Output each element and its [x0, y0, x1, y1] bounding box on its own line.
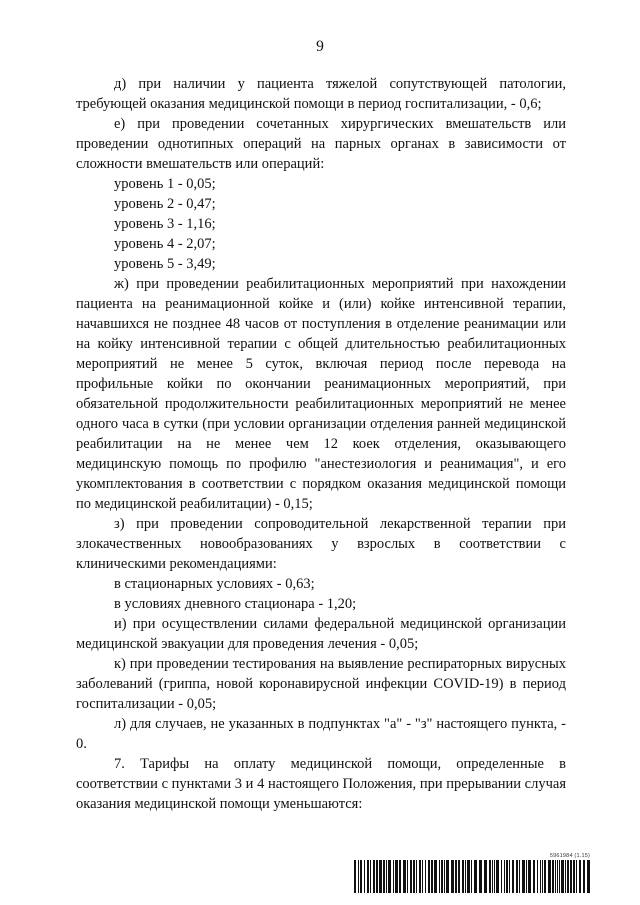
barcode-bar	[439, 860, 440, 893]
barcode-bar	[465, 860, 466, 893]
document-stamp: 5961984 (1.15)	[549, 853, 590, 859]
barcode-bar	[587, 860, 590, 893]
paragraph: в условиях дневного стационара - 1,20;	[114, 596, 357, 612]
barcode-bar	[512, 860, 514, 893]
barcode	[354, 860, 590, 893]
barcode-bar	[393, 860, 394, 893]
paragraph: к) при проведении тестирования на выявление респираторных вирусных заболеваний (гриппа, новой коронавирусной инфекции COVID-19) в период госпитализации - 0,05;	[76, 656, 566, 712]
paragraph: уровень 1 - 0,05;	[114, 176, 216, 192]
barcode-bar	[467, 860, 470, 893]
barcode-bar	[425, 860, 426, 893]
barcode-bar	[489, 860, 491, 893]
barcode-bar	[552, 860, 554, 893]
barcode-bar	[570, 860, 572, 893]
barcode-bar	[388, 860, 391, 893]
barcode-bar	[462, 860, 464, 893]
barcode-bar	[422, 860, 423, 893]
barcode-bar	[416, 860, 417, 893]
barcode-bar	[458, 860, 460, 893]
document-body	[76, 74, 566, 814]
barcode-bar	[358, 860, 359, 893]
barcode-bar	[354, 860, 356, 893]
barcode-bar	[565, 860, 566, 893]
barcode-bar	[410, 860, 412, 893]
barcode-bar	[383, 860, 385, 893]
barcode-bar	[379, 860, 382, 893]
barcode-bar	[542, 860, 543, 893]
barcode-bar	[516, 860, 518, 893]
page-number: 9	[316, 38, 324, 55]
paragraph: уровень 5 - 3,49;	[114, 256, 216, 272]
barcode-bar	[376, 860, 378, 893]
barcode-bar	[494, 860, 495, 893]
barcode-bar	[573, 860, 575, 893]
paragraph: уровень 4 - 2,07;	[114, 236, 216, 252]
barcode-bar	[576, 860, 577, 893]
paragraph: з) при проведении сопроводительной лекарственной терапии при злокачественных новообразованиях у взрослых в соответствии с клиническими рекомендациями:	[76, 516, 566, 572]
barcode-bar	[567, 860, 569, 893]
barcode-bar	[583, 860, 585, 893]
paragraph: л) для случаев, не указанных в подпунктах "а" - "з" настоящего пункта, - 0.	[76, 716, 566, 752]
barcode-bar	[526, 860, 527, 893]
barcode-bar	[444, 860, 445, 893]
barcode-bar	[579, 860, 581, 893]
barcode-bar	[434, 860, 437, 893]
barcode-bar	[428, 860, 430, 893]
barcode-bar	[474, 860, 477, 893]
barcode-bar	[419, 860, 421, 893]
barcode-bar	[540, 860, 541, 893]
barcode-bar	[522, 860, 525, 893]
barcode-bar	[399, 860, 401, 893]
barcode-bar	[509, 860, 510, 893]
barcode-bar	[537, 860, 538, 893]
barcode-bar	[413, 860, 415, 893]
barcode-bar	[533, 860, 535, 893]
barcode-bar	[484, 860, 487, 893]
barcode-bar	[395, 860, 398, 893]
barcode-bar	[492, 860, 493, 893]
barcode-bar	[455, 860, 457, 893]
barcode-bar	[373, 860, 375, 893]
barcode-bar	[528, 860, 531, 893]
barcode-bar	[561, 860, 564, 893]
barcode-bar	[519, 860, 520, 893]
barcode-bar	[506, 860, 508, 893]
barcode-bar	[471, 860, 472, 893]
barcode-bar	[431, 860, 433, 893]
barcode-bar	[559, 860, 560, 893]
barcode-bar	[446, 860, 449, 893]
paragraph: д) при наличии у пациента тяжелой сопутствующей патологии, требующей оказания медицинской помощи в период госпитализации, - 0,6;	[76, 76, 566, 112]
paragraph: в стационарных условиях - 0,63;	[114, 576, 315, 592]
barcode-bar	[441, 860, 443, 893]
barcode-bar	[451, 860, 454, 893]
paragraph: е) при проведении сочетанных хирургических вмешательств или проведении однотипных операций на парных органах в зависимости от сложности вмешательств или операций:	[76, 116, 566, 172]
paragraph: уровень 3 - 1,16;	[114, 216, 216, 232]
paragraph: 7. Тарифы на оплату медицинской помощи, определенные в соответствии с пунктами 3 и 4 настоящего Положения, при прерывании случая оказания медицинской помощи уменьшаются:	[76, 756, 566, 812]
paragraph: и) при осуществлении силами федеральной медицинской организации медицинской эвакуации для проведения лечения - 0,05;	[76, 616, 566, 652]
paragraph: уровень 2 - 0,47;	[114, 196, 216, 212]
barcode-bar	[407, 860, 408, 893]
barcode-bar	[548, 860, 551, 893]
paragraph: ж) при проведении реабилитационных мероприятий при нахождении пациента на реанимационной койке и (или) койке интенсивной терапии, начавшихся не позднее 48 часов от поступления в отделение реанимации или на койку интенсивной терапии с общей длительностью реабилитационных мероприятий не менее 5 суток, включая период после перевода на профильные койки по окончании реанимационных мероприятий, при обязательной продолжительности реабилитационных мероприятий не менее одного часа в сутки (при условии организации отделения ранней медицинской реабилитации на не менее чем 12 коек отделения, оказывающего медицинскую помощь по профилю "анестезиология и реанимация", и его укомплектования в соответствии с порядком оказания медицинской помощи по медицинской реабилитации) - 0,15;	[76, 276, 566, 512]
barcode-bar	[501, 860, 502, 893]
barcode-bar	[386, 860, 387, 893]
barcode-bar	[496, 860, 499, 893]
barcode-bar	[360, 860, 362, 893]
barcode-bar	[555, 860, 556, 893]
barcode-bar	[557, 860, 558, 893]
barcode-bar	[479, 860, 482, 893]
barcode-bar	[367, 860, 369, 893]
barcode-bar	[403, 860, 406, 893]
barcode-bar	[370, 860, 371, 893]
barcode-bar	[504, 860, 505, 893]
barcode-bar	[544, 860, 546, 893]
barcode-bar	[364, 860, 365, 893]
